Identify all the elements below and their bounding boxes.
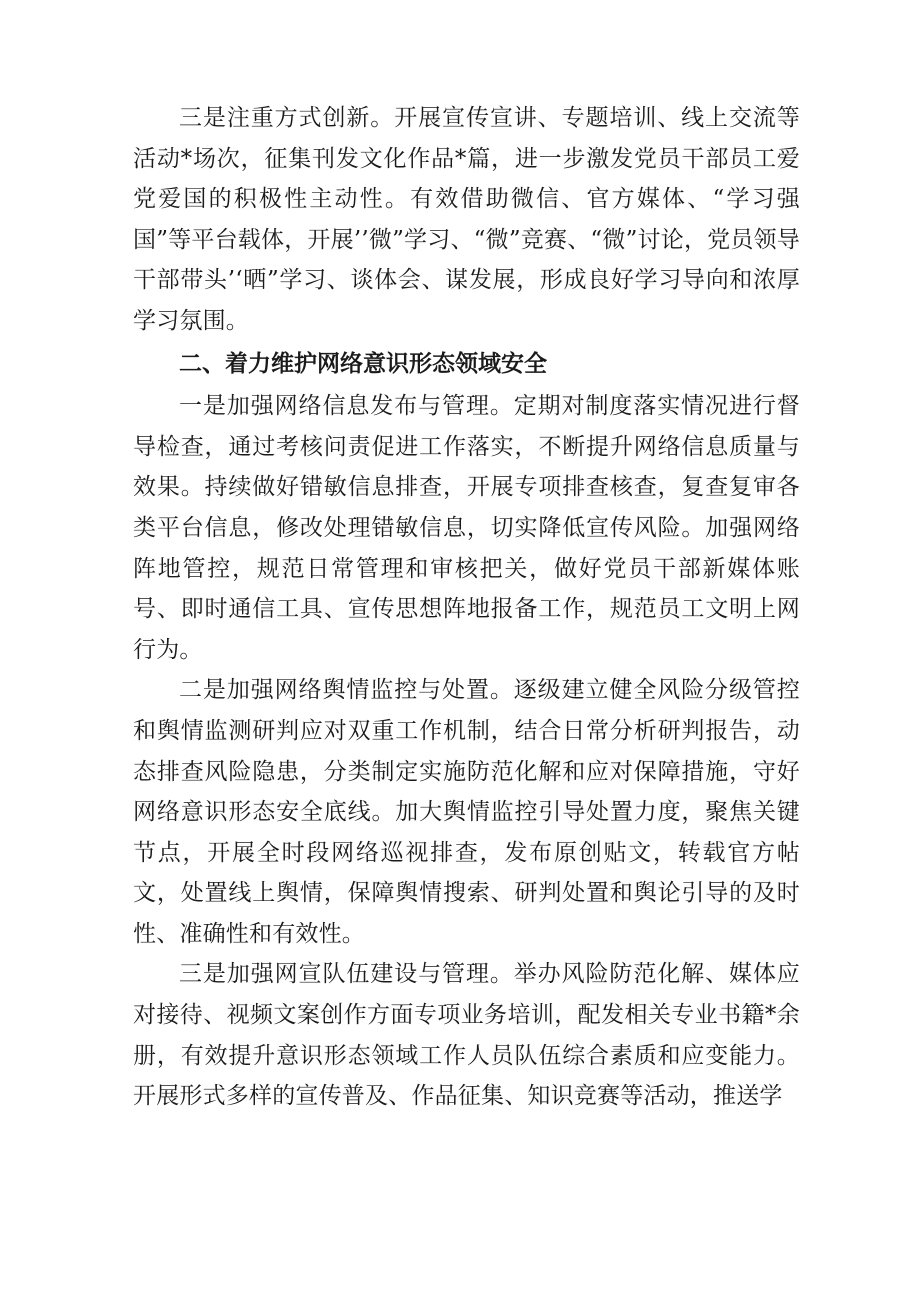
paragraph-method-innovation: 三是注重方式创新。开展宣传宣讲、专题培训、线上交流等活动*场次，征集刊发文化作品*篇，进一步激发党员干部员工爱党爱国的积极性主动性。有效借助微信、官方媒体、“学习强国”等平台载体，开展’’微”学习、“微”竞赛、“微”讨论，党员领导干部带头’‘晒”学习、谈体会、谋发展，形成良好学习导向和浓厚学习氛围。	[133, 105, 800, 334]
paragraph-info-management: 一是加强网络信息发布与管理。定期对制度落实情况进行督导检查，通过考核问责促进工作落实，不断提升网络信息质量与效果。持续做好错敏信息排查，开展专项排查核查，复查复审各类平台信息，修改处理错敏信息，切实降低宣传风险。加强网络阵地管控，规范日常管理和审核把关，做好党员干部新媒体账号、即时通信工具、宣传思想阵地报备工作，规范员工文明上网行为。	[133, 393, 800, 663]
paragraph-team-building: 三是加强网宣队伍建设与管理。举办风险防范化解、媒体应对接待、视频文案创作方面专项业务培训，配发相关专业书籍*余册，有效提升意识形态领域工作人员队伍综合素质和应变能力。开展形式多样的宣传普及、作品征集、知识竞赛等活动，推送学	[133, 961, 800, 1110]
paragraph-opinion-monitoring: 二是加强网络舆情监控与处置。逐级建立健全风险分级管控和舆情监测研判应对双重工作机制，结合日常分析研判报告，动态排查风险隐患，分类制定实施防范化解和应对保障措施，守好网络意识形态安全底线。加大舆情监控引导处置力度，聚焦关键节点，开展全时段网络巡视排查，发布原创贴文，转载官方帖文，处置线上舆情，保障舆情搜索、研判处置和舆论引导的及时性、准确性和有效性。	[133, 677, 800, 947]
section-heading-network-security: 二、着力维护网络意识形态领域安全	[179, 350, 547, 377]
